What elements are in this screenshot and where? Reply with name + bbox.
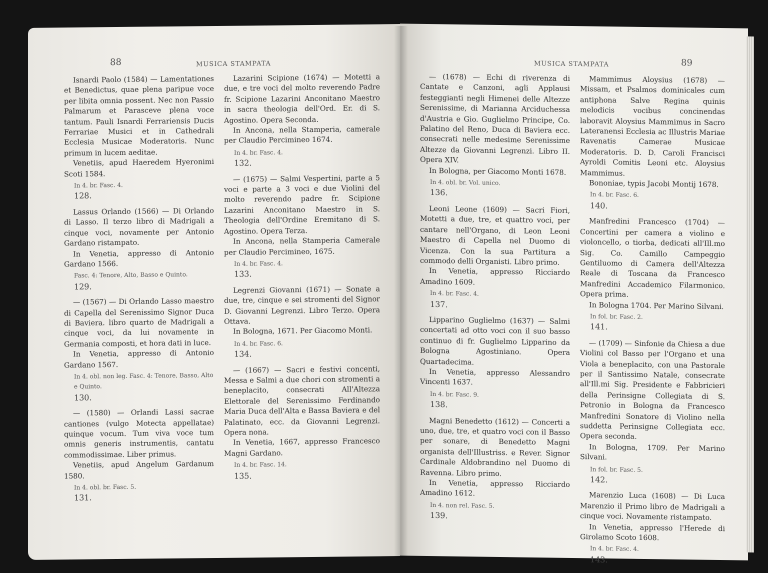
entry-format: In 4. non rel. Fasc. 5. bbox=[430, 501, 495, 510]
entry-imprint: In Venetia, appresso Alessandro Vincenti 1637. bbox=[420, 366, 570, 387]
entry-format: In fol. br. Fasc. 5. bbox=[590, 465, 643, 474]
entry-imprint: In Venetia, appresso di Antonio Gardano 1566. bbox=[64, 247, 214, 269]
entry-imprint: In Bologna 1704. Per Marino Silvani. bbox=[589, 299, 724, 311]
entry-format: In 4. br. Fasc. 4. bbox=[234, 260, 283, 268]
entry-number: 131. bbox=[74, 493, 92, 503]
entry-text: Lassus Orlando (1566) — Di Orlando di Lasso. Il terzo libro di Madrigali a cinque voci, novamente per Antonio Gardano ristampato. bbox=[64, 205, 214, 248]
entry-format: In 4. br. Fasc. 9. bbox=[430, 390, 479, 399]
entry-text: — (1580) — Orlandi Lassi sacrae cantiones (vulgo Motecta appellatae) quinque vocum. Tum viva voce tum omnis generis instrumentis, cantatu commodissimae. Liber primus. bbox=[64, 407, 214, 460]
text-column bbox=[224, 72, 380, 487]
catalog-entry bbox=[224, 173, 380, 281]
entry-format: In fol. br. Fasc. 2. bbox=[590, 313, 643, 321]
entry-imprint: Bononiae, typis Jacobi Montij 1678. bbox=[589, 178, 719, 190]
entry-imprint: Venetiis, apud Angelum Gardanum 1580. bbox=[64, 459, 214, 481]
entry-text: Marenzio Luca (1608) — Di Luca Marenzio il Primo libro de Madrigali a cinque voci. Novamente ristampato. bbox=[580, 490, 725, 523]
right-page bbox=[400, 24, 748, 565]
entry-number: 134. bbox=[234, 349, 252, 359]
entry-number: 136. bbox=[430, 188, 448, 198]
entry-imprint: In Bologna, 1709. Per Marino Silvani. bbox=[580, 442, 725, 462]
entry-text: Isnardi Paolo (1584) — Lamentationes et Benedictus, quae plena paripue voce per libita omnia possent. Nec non Passio Palmarum et Parasceve plena voce tantum. Pauli Isnardi Ferrariensis Ducis Ferrariae Musici et in Cathedrali Ecclesia Musicae Moderatoris. Nunc primum in lucem aeditae. bbox=[64, 74, 214, 158]
entry-format: In 4. br. Fasc. 4. bbox=[74, 182, 123, 190]
catalog-entry bbox=[420, 204, 570, 312]
entry-number: 140. bbox=[590, 201, 608, 211]
entry-number: 137. bbox=[430, 299, 448, 309]
catalog-entry bbox=[224, 284, 380, 360]
entry-imprint: Venetiis, apud Haeredem Hyeronimi Scoti 1584. bbox=[64, 157, 214, 179]
entry-number: 141. bbox=[590, 322, 608, 332]
entry-number: 133. bbox=[234, 269, 252, 280]
catalog-entry bbox=[64, 206, 214, 293]
entry-text: Mammimus Aloysius (1678) — Missam, et Psalmos dominicales cum antiphona Salve Regina quinis melodicis vocibus concinendas laboravit Aloysius Mammimus in Sacro Lateranensi Ecclesia ac Illustris Mariae Ravenatis Camerae Musicae Moderatoris. D. D. Caroli Francisci Ayroldi Comitis Leoni etc. Aloysius Mammimus. bbox=[580, 74, 725, 178]
entry-number: 142. bbox=[590, 475, 608, 485]
entry-number: 143. bbox=[590, 555, 608, 565]
page-edges bbox=[746, 36, 754, 552]
left-page bbox=[28, 24, 400, 560]
entry-number: 129. bbox=[74, 281, 92, 292]
entry-number: 135. bbox=[234, 471, 252, 481]
entry-number: 130. bbox=[74, 393, 92, 403]
text-column bbox=[420, 72, 570, 529]
catalog-entry bbox=[64, 407, 214, 504]
page-number: 88 bbox=[110, 57, 122, 69]
entry-format: In 4. br. Fasc. 4. bbox=[430, 290, 479, 298]
entry-format: In 4. br. Fasc. 14. bbox=[234, 461, 287, 470]
entry-text: Leoni Leone (1609) — Sacri Fiori, Motetti a due, tre, et quattro voci, per cantare nell'Organo, di Leon Leoni Maestro di Capella nel Duomo di Vicenza. Con la sua Partitura a commodo delli Organisti. Libro primo. bbox=[420, 203, 570, 267]
entry-text: Lipparino Guglielmo (1637) — Salmi concertati ad otto voci con il suo basso continuo di fr. Guglielmo Lipparino da Bologna Agostiniano. Opera Quartadecima. bbox=[420, 314, 570, 367]
entry-format: Fasc. 4: Tenore, Alto, Basso e Quinto. bbox=[74, 271, 188, 280]
entry-imprint: In Venetia, appresso Ricciardo Amadino 1612. bbox=[420, 478, 570, 499]
catalog-entry bbox=[420, 415, 570, 523]
entry-format: In 4. br. Fasc. 6. bbox=[590, 191, 639, 200]
page-number: 89 bbox=[681, 58, 693, 69]
entry-text: Legrenzi Giovanni (1671) — Sonate a due, tre, cinque e sei stromenti del Signor D. Giovanni Legrenzi. Libro Terzo. Opera Ottava. bbox=[224, 283, 380, 326]
text-column bbox=[64, 74, 214, 509]
catalog-entry bbox=[224, 72, 380, 169]
entry-imprint: In Venetia, appresso l'Herede di Girolamo Scoto 1608. bbox=[580, 521, 725, 543]
entry-format: In 4. br. Fasc. 4. bbox=[590, 545, 639, 554]
entry-format: In 4. br. Fasc. 6. bbox=[234, 340, 283, 348]
entry-text: — (1567) — Di Orlando Lasso maestro di Capella del Serenissimo Signor Duca di Baviera. libro quarto de Madrigali a cinque voci, da lui novamente in Germania composti, et hora dati in luce. bbox=[64, 296, 214, 349]
entry-text: — (1675) — Salmi Vespertini, parte a 5 voci e parte a 3 voci e due Violini del molto reverendo padre fr. Scipione Lazarini Anconitano Maestro in S. Theologia dell'Ordine Eremitano di S. Agostino. Opera Terza. bbox=[224, 172, 380, 236]
text-column bbox=[580, 74, 725, 572]
entry-imprint: In Venetia, 1667, appresso Francesco Magni Gardano. bbox=[224, 436, 380, 458]
running-head: MUSICA STAMPATA bbox=[196, 59, 271, 69]
entry-format: In 4. obl. br. Fasc. 5. bbox=[74, 483, 137, 492]
book-spread bbox=[28, 26, 744, 565]
entry-text: Manfredini Francesco (1704) — Concertini per camera a violino e violoncello, o tiorba, dedicati all'Ill.mo Sig. Co. Camillo Campeggio Gentiluomo di Camera dell'Altezza Reale di Toscana da Francesco Manfredini Accademico Filarmonico. Opera prima. bbox=[580, 216, 725, 299]
entry-imprint: In Bologna, 1671. Per Giacomo Monti. bbox=[233, 325, 373, 337]
entry-number: 132. bbox=[234, 158, 252, 169]
catalog-entry bbox=[580, 338, 725, 488]
catalog-entry bbox=[420, 315, 570, 413]
catalog-entry bbox=[420, 72, 570, 201]
book-gutter bbox=[394, 26, 408, 558]
catalog-entry bbox=[580, 216, 725, 334]
entry-text: — (1667) — Sacri e festivi concenti, Messa e Salmi a due chori con stromenti a beneplacito, consecrati All'Altezza Elettorale del Serenissimo Ferdinando Maria Duca dell'Alta e Bassa Baviera e del Palatinato, ecc. da Giovanni Legrenzi. Opera nona. bbox=[224, 363, 380, 437]
catalog-entry bbox=[64, 296, 214, 404]
entry-imprint: In Bologna, per Giacomo Monti 1678. bbox=[429, 165, 567, 177]
entry-format: In 4. br. Fasc. 4. bbox=[234, 149, 283, 157]
entry-imprint: In Ancona, nella Stamperia, camerale per Claudio Percimineo 1674. bbox=[224, 124, 380, 146]
catalog-entry bbox=[224, 364, 380, 482]
entry-format: In 4. obl. br. Vol. unico. bbox=[430, 179, 501, 188]
entry-imprint: In Venetia, appresso Ricciardo Amadino 1609. bbox=[420, 266, 570, 287]
catalog-entry bbox=[64, 74, 214, 202]
entry-imprint: In Ancona, nella Stamperia Camerale per Claudio Percimineo, 1675. bbox=[224, 235, 380, 257]
entry-text: Magni Benedetto (1612) — Concerti a uno, due, tre, et quatro voci con il Basso per sonare, di Benedetto Magni organista dell'Illustriss. e Rever. Signor Cardinale Aldobrandino nel Duomo di Ravenna. Libro primo. bbox=[420, 415, 570, 478]
catalog-entry bbox=[580, 491, 725, 568]
catalog-entry bbox=[580, 74, 725, 213]
entry-number: 139. bbox=[430, 511, 448, 521]
entry-text: Lazarini Scipione (1674) — Motetti a due, e tre voci del molto reverendo Padre fr. Scipione Lazarini Anconitano Maestro in sacra theologia dell'Ord. Er. di S. Agostino. Opera Seconda. bbox=[224, 72, 380, 125]
entry-imprint: In Venetia, appresso di Antonio Gardano 1567. bbox=[64, 348, 214, 370]
entry-format: In 4. obl. non leg. Fasc. 4: Tenore, Basso, Alto e Quinto. bbox=[74, 371, 214, 391]
entry-text: — (1709) — Sinfonie da Chiesa a due Violini col Basso per l'Organo et una Viola a beneplacito, con una Pastorale per il Santissimo Natale, consecrate all'Ill.mi Sig. Presidente e Fabbricieri della Perinsigne Collegiata di S. Petronio in Bologna da Francesco Manfredini Sonatore di Violino nella suddetta Perinsigne Collegiata ecc. Opera seconda. bbox=[580, 337, 725, 442]
entry-number: 128. bbox=[74, 191, 92, 201]
entry-text: — (1678) — Echi di riverenza di Cantate e Canzoni, agli Applausi festeggianti negli Himenei delle Altezze Serenissime, di Marianna Arciduchessa d'Austria e Gio. Guglielmo Principe, Co. Palatino del Reno, Duca di Baviera ecc. consecrati nelle medesime Serenissime Altezze da Giovanni Legrenzi. Libro II. Opera XIV. bbox=[420, 71, 570, 165]
entry-number: 138. bbox=[430, 400, 448, 410]
running-head: MUSICA STAMPATA bbox=[534, 59, 609, 69]
